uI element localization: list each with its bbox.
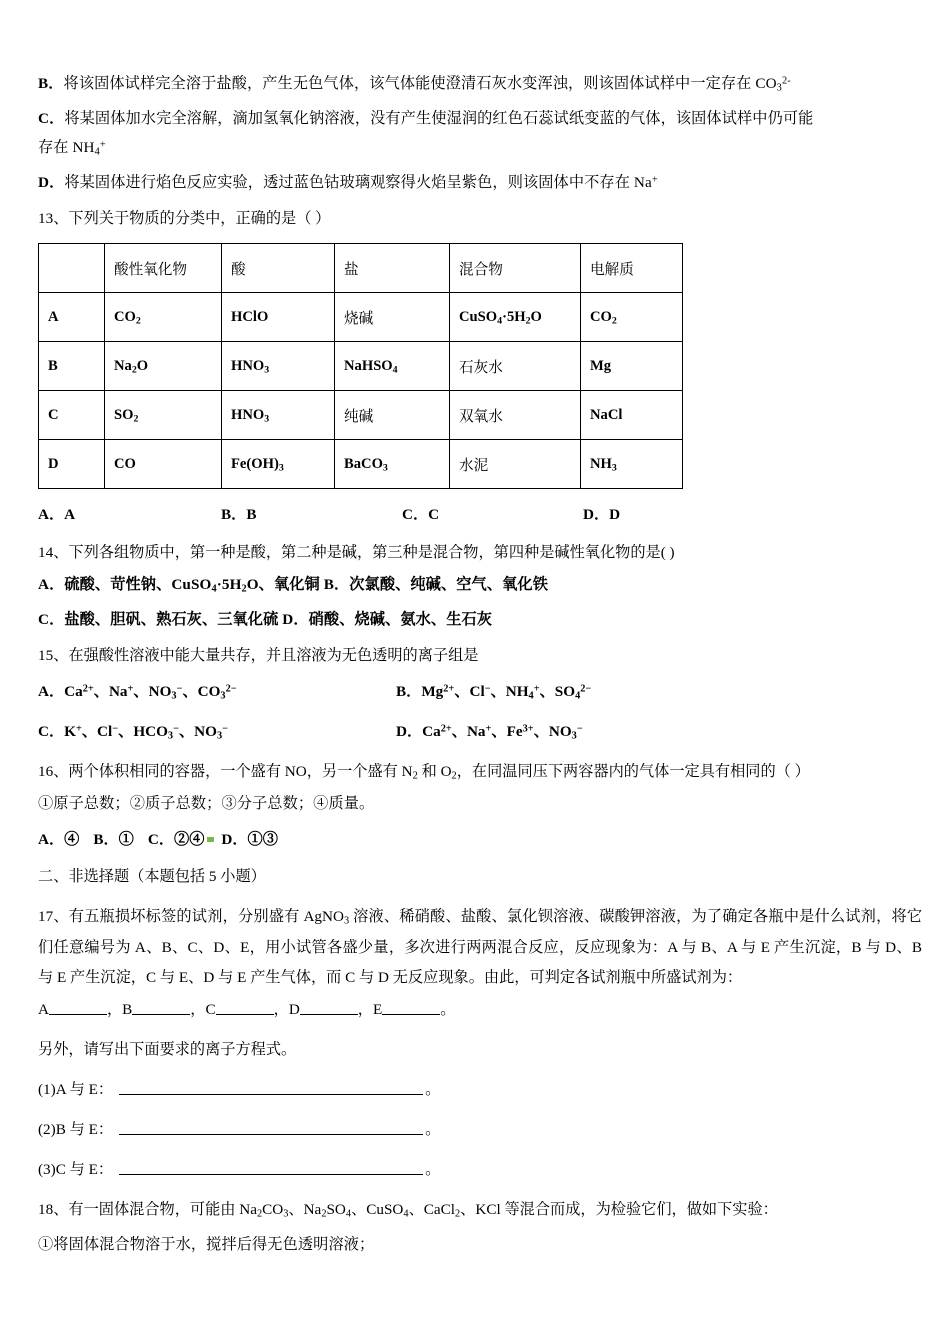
table-cell-r2-c2: 纯碱 (335, 391, 450, 440)
q12-option-c-line2 (38, 140, 922, 158)
classification-table (38, 243, 683, 489)
q16-option-a: A．④ (38, 831, 80, 849)
table-cell-r2-c3: 双氧水 (450, 391, 581, 440)
q17-equation-2-label: (2)B 与 E： (38, 1120, 114, 1138)
q13-answer-option-2: C．C (402, 506, 440, 524)
q17-note: 另外，请写出下面要求的离子方程式。 (38, 1040, 297, 1058)
q12-option-c-text: 将某固体加水完全溶解，滴加氢氧化钠溶液，没有产生使湿润的红色石蕊试纸变蓝的气体，该固体试样中仍可能 (64, 109, 814, 127)
q12-option-d-text: 将某固体进行焰色反应实验，透过蓝色钴玻璃观察得火焰呈紫色，则该固体中不存在 Na (64, 174, 652, 192)
table-row (39, 293, 683, 342)
q16-stem (38, 760, 922, 782)
q14-options-line2: C．盐酸、胆矾、熟石灰、三氧化硫 D．硝酸、烧碱、氨水、生石灰 (38, 611, 493, 629)
q13-number: 13、 (38, 210, 69, 228)
q14-options-line1: A．硫酸、苛性钠、$CuSO_4\cdot 5H_2O$、氧化铜 B．次氯酸、纯碱、空气、氧化铁 (38, 576, 548, 595)
table-cell-r3-c1: $Fe(OH)_3$ (222, 440, 335, 489)
q15-stem (38, 644, 922, 665)
q17-equation-2-end: 。 (425, 1120, 441, 1138)
q13-answer-option-1: B．B (221, 506, 257, 524)
q13-answer-option-0: A．A (38, 506, 76, 524)
q13-stem (38, 207, 922, 228)
table-cell-r0-c0: $CO_2$ (105, 293, 222, 342)
q14-stem-text: 下列各组物质中，第一种是酸，第二种是碱，第三种是混合物，第四种是碱性氧化物的是( ) (68, 544, 675, 562)
q12-option-b-sub: 3 (776, 82, 782, 94)
q16-option-d: D．①③ (221, 831, 278, 849)
q17-blank-separator: ， (273, 1000, 289, 1018)
table-cell-r3-c0: CO (105, 440, 222, 489)
table-row (39, 440, 683, 489)
q13-answer-options (38, 503, 922, 524)
table-cell-r2-c1: $HNO_3$ (222, 391, 335, 440)
q15-option-d: D．$Ca^{2+}$、Na+、$Fe^{3+}$、$NO_3^-$ (396, 722, 583, 742)
table-cell-r1-c4: Mg (581, 342, 683, 391)
q17-equation-1-label: (1)A 与 E： (38, 1080, 114, 1098)
stray-green-mark (207, 837, 214, 842)
table-cell-r1-c1: $HNO_3$ (222, 342, 335, 391)
table-cell-r1-c0: $Na_2O$ (105, 342, 222, 391)
q17-equation-3-end: 。 (425, 1160, 441, 1178)
q17-equation-2 (38, 1118, 922, 1139)
q17-equation-1-end: 。 (425, 1080, 441, 1098)
q12-option-c-line2-text: 存在 NH (38, 139, 95, 157)
q15-option-a: A．$Ca^{2+}$、Na+、$NO_3^-$、$CO_3^{2-}$ (38, 683, 237, 702)
q17-blank-label-A: A (38, 1000, 49, 1018)
page-content (38, 76, 922, 1252)
q12-option-d-label: D． (38, 174, 65, 192)
table-row-label: C (39, 391, 105, 440)
q16-stem-text: 两个体积相同的容器，一个盛有 NO，另一个盛有 $N_2$ 和 $O_2$，在同温同压下两容器内的气体一定具有相同的（ ） (68, 762, 810, 782)
q17-blank-label-B: B (122, 1000, 133, 1018)
q17-number: 17、 (38, 908, 69, 926)
table-cell-r0-c2: 烧碱 (335, 293, 450, 342)
table-row (39, 391, 683, 440)
table-header-cell-5: 电解质 (581, 244, 683, 293)
table-cell-r2-c4: NaCl (581, 391, 683, 440)
q18-step-1: ①将固体混合物溶于水，搅拌后得无色透明溶液； (38, 1236, 375, 1254)
q15-options-row1 (38, 680, 922, 702)
q12-option-c (38, 111, 922, 126)
q12-option-b-label: B． (38, 75, 64, 92)
q12-option-d-sup: + (651, 174, 658, 186)
table-row-label: D (39, 440, 105, 489)
q17-blank-input-E[interactable] (382, 999, 440, 1014)
table-cell-r3-c4: $NH_3$ (581, 440, 683, 489)
q17-fill-blanks (38, 998, 922, 1019)
table-cell-r0-c3: $CuSO_4\cdot 5H_2O$ (450, 293, 581, 342)
q12-option-c-line2-sub: 4 (94, 146, 100, 158)
section-two-heading: 二、非选择题（本题包括 5 小题） (38, 868, 266, 886)
q16-number: 16、 (38, 762, 69, 780)
table-header-cell-3: 盐 (335, 244, 450, 293)
q17-blank-input-B[interactable] (132, 999, 190, 1014)
q15-options-row2 (38, 720, 922, 742)
q17-equation-1-input[interactable] (119, 1079, 423, 1094)
table-row (39, 342, 683, 391)
q17-equation-1 (38, 1078, 922, 1099)
table-row-label: B (39, 342, 105, 391)
q12-option-c-line2-sup: + (99, 139, 106, 151)
q16-options (38, 828, 922, 849)
table-cell-r3-c2: BaCO$_3$ (335, 440, 450, 489)
q13-stem-text: 下列关于物质的分类中，正确的是（ ） (68, 210, 331, 228)
q18-stem-text: 有一固体混合物，可能由 $Na_2CO_3$、$Na_2SO_4$、CuSO$_4$、CaCl$_2$、KCl 等混合而成，为检验它们，做如下实验： (68, 1200, 778, 1220)
table-cell-r2-c0: $SO_2$ (105, 391, 222, 440)
q17-blank-label-E: E (372, 1000, 383, 1018)
q15-option-c: C．K+、Cl−、$HCO_3^-$、$NO_3^-$ (38, 722, 229, 742)
q17-blank-input-D[interactable] (300, 999, 358, 1014)
q18-stem (38, 1198, 922, 1220)
q15-option-b: B．$Mg^{2+}$、Cl−、$NH_4^+$、$SO_4^{2-}$ (396, 683, 592, 702)
table-cell-r1-c2: NaHSO$_4$ (335, 342, 450, 391)
q17-blank-label-C: C (205, 1000, 216, 1018)
q12-option-b-text: 将该固体试样完全溶于盐酸，产生无色气体，该气体能使澄清石灰水变浑浊，则该固体试样中一定存在 CO (63, 75, 777, 92)
q17-equation-3-label: (3)C 与 E： (38, 1160, 114, 1178)
q17-paragraph-text: 有五瓶损坏标签的试剂，分别盛有 AgNO$_3$ 溶液、稀硝酸、盐酸、氯化钡溶液、碳酸钾溶液，为了确定各瓶中是什么试剂，将它们任意编号为 A、B、C、D、E，用小试管各盛少量，多次进行两两混合反应，反应现象为：A 与 B、A 与 E 产生沉淀，B 与 D、B 与 E 产生沉淀，C 与 E、D 与 E 产生气体，而 C 与 D 无反应现象。由此，可判定各试剂瓶中所盛试剂为： (38, 908, 923, 987)
q17-equation-3 (38, 1158, 922, 1179)
q17-equation-3-input[interactable] (119, 1159, 423, 1174)
q14-number: 14、 (38, 544, 69, 562)
q17-blank-separator: 。 (440, 1000, 456, 1018)
q12-option-b (38, 76, 922, 94)
q12-option-d (38, 175, 922, 190)
table-row-label: A (39, 293, 105, 342)
q17-blank-separator: ， (357, 1000, 373, 1018)
table-header-cell-4: 混合物 (450, 244, 581, 293)
q15-number: 15、 (38, 647, 69, 665)
table-cell-r1-c3: 石灰水 (450, 342, 581, 391)
q12-option-b-sup: 2- (781, 75, 791, 87)
table-cell-r0-c1: HClO (222, 293, 335, 342)
table-header-cell-1: 酸性氧化物 (105, 244, 222, 293)
table-cell-r0-c4: $CO_2$ (581, 293, 683, 342)
q17-blank-input-C[interactable] (216, 999, 274, 1014)
q17-blank-separator: ， (106, 1000, 123, 1018)
q13-answer-option-3: D．D (583, 506, 621, 524)
q17-blank-label-D: D (288, 1000, 300, 1018)
q17-blank-input-A[interactable] (49, 999, 107, 1014)
q16-option-b: B．① (93, 831, 134, 849)
table-cell-r3-c3: 水泥 (450, 440, 581, 489)
q16-items: ①原子总数；②质子总数；③分子总数；④质量。 (38, 795, 375, 813)
q17-blank-separator: ， (190, 1000, 206, 1018)
table-header-row (39, 244, 683, 293)
table-header-cell-2: 酸 (222, 244, 335, 293)
q15-stem-text: 在强酸性溶液中能大量共存，并且溶液为无色透明的离子组是 (68, 647, 479, 665)
q12-option-c-label: C． (38, 109, 65, 127)
table-header-cell-0 (39, 244, 105, 293)
q17-paragraph (38, 902, 922, 993)
q16-option-c: C．②④ (147, 831, 205, 849)
q14-stem (38, 541, 922, 562)
q18-number: 18、 (38, 1200, 69, 1218)
q17-equation-2-input[interactable] (119, 1119, 423, 1134)
